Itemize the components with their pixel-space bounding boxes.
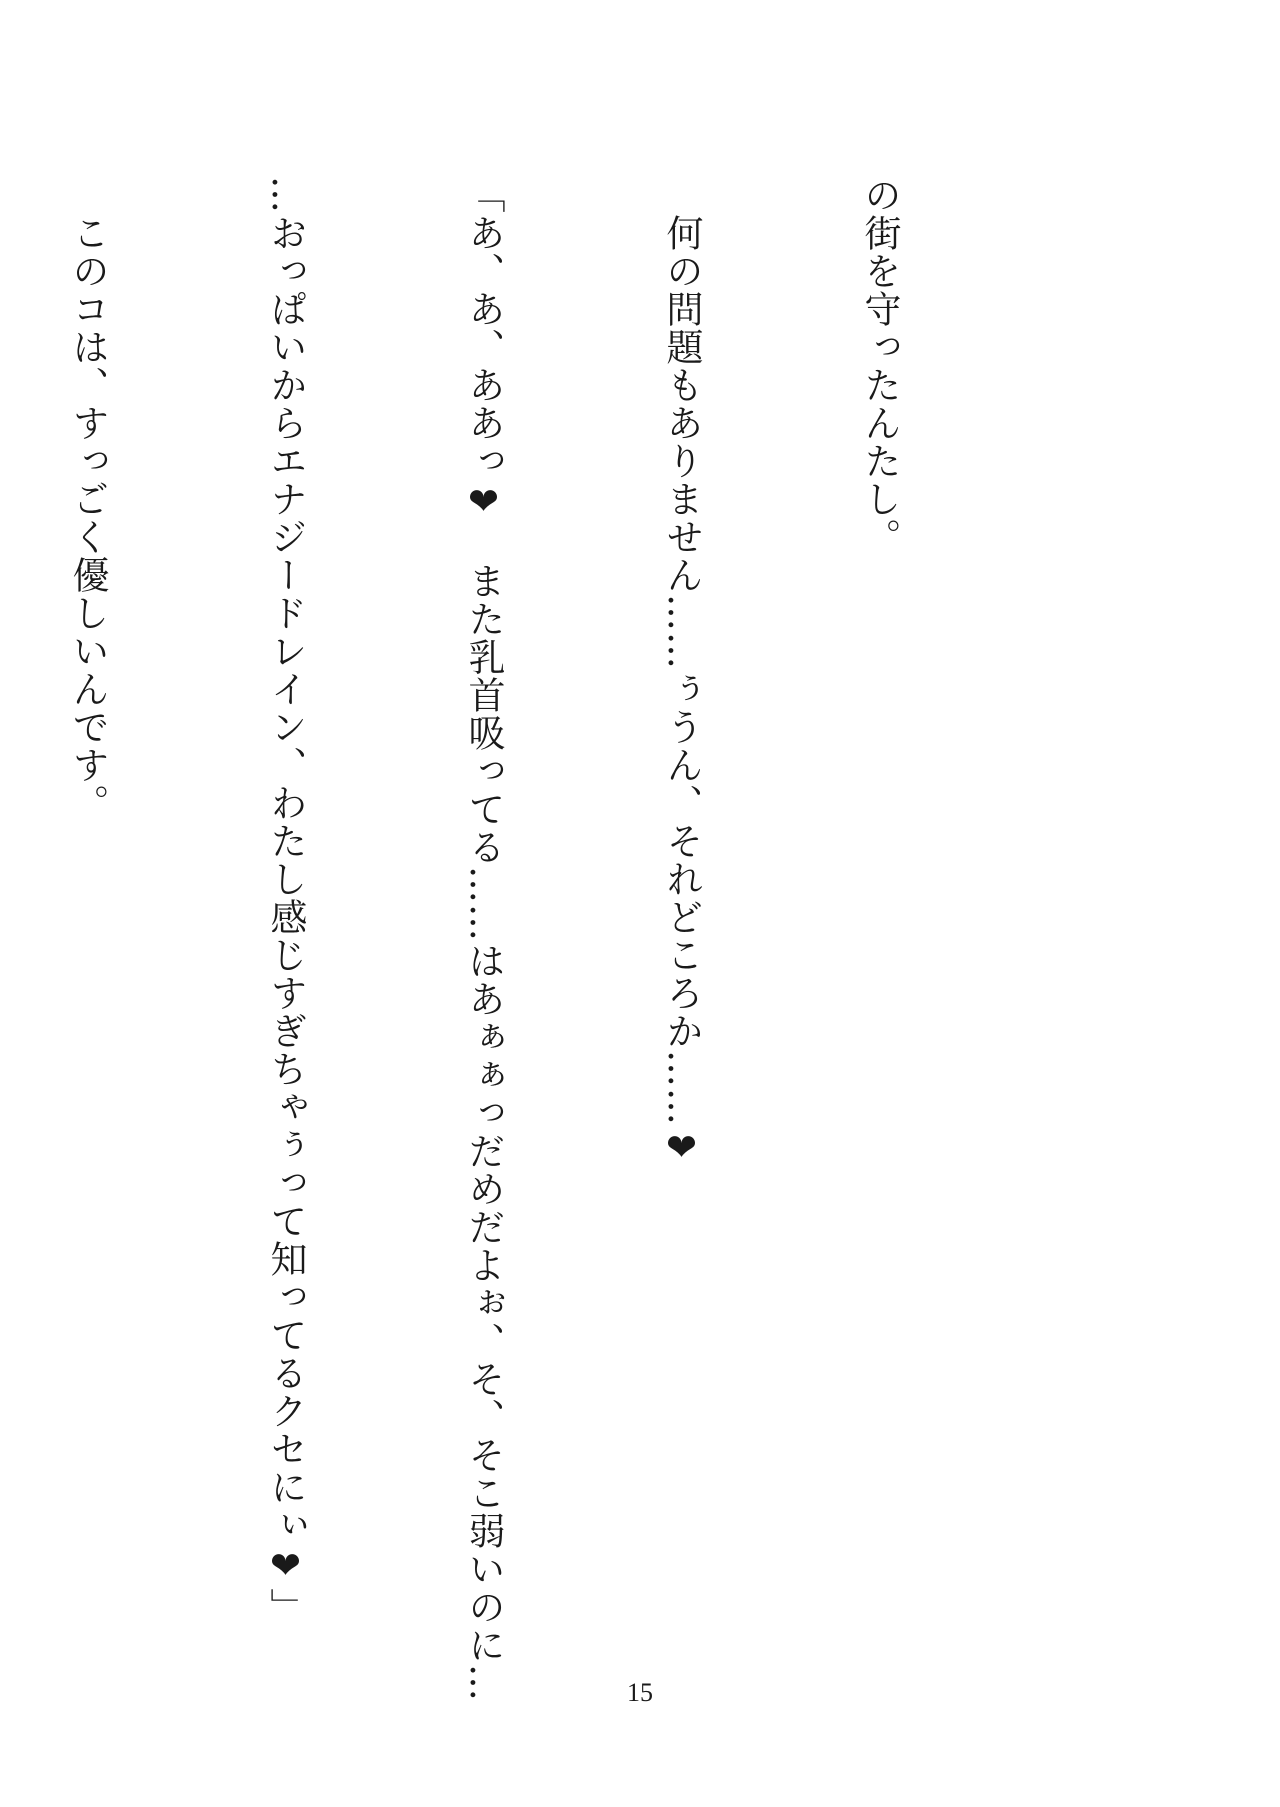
- text-line: このコは、すっごく優しいんです。: [66, 176, 109, 822]
- page-number: 15: [627, 1678, 653, 1707]
- text-line: の街を守ったんたし。: [858, 176, 901, 556]
- text-line: …おっぱいからエナジードレイン、わたし感じすぎちゃぅって知ってるクセにぃ❤」: [264, 176, 307, 1626]
- text-line: 何の問題もありません……ぅうん、それどころか……❤: [660, 176, 703, 1170]
- text-line: 「あ、あ、ああっ❤ また乳首吸ってる……はあぁぁっだめだよぉ、そ、そこ弱いのに…: [462, 176, 505, 1702]
